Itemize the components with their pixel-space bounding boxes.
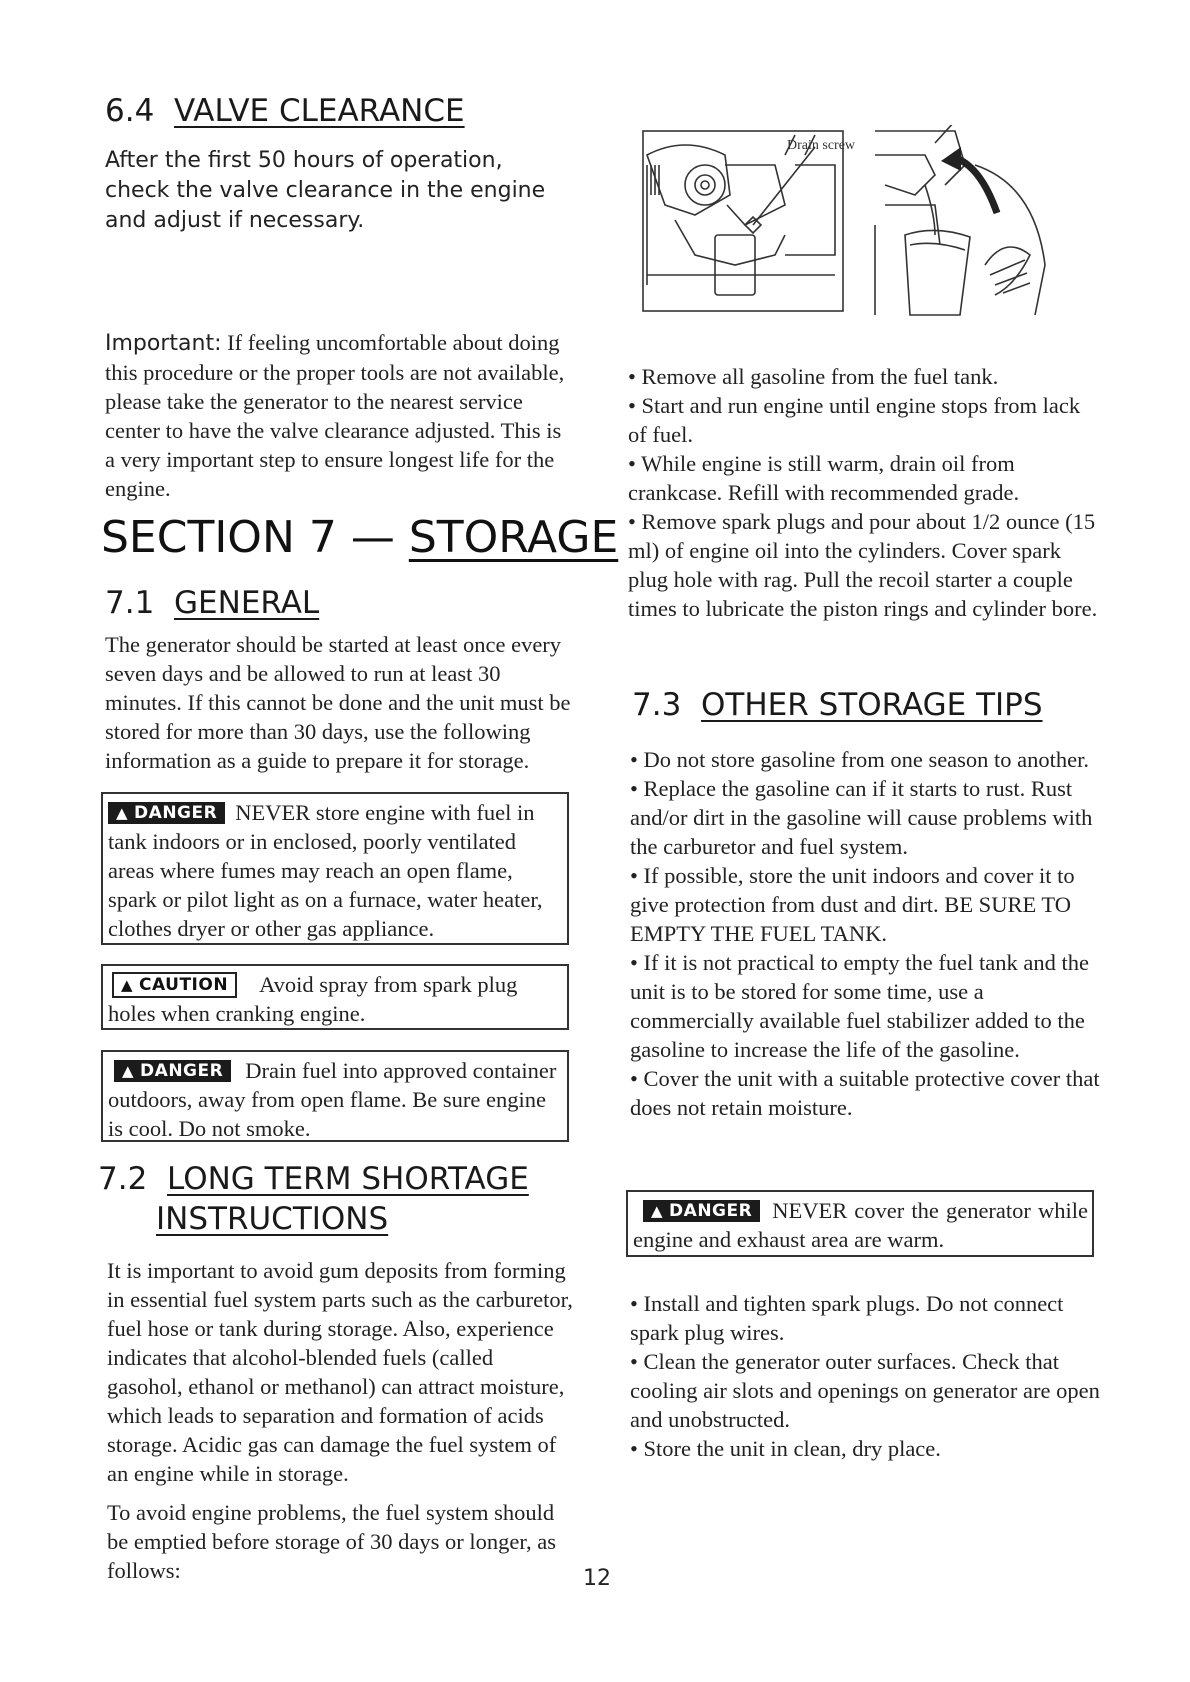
warning-text: NEVER cover the generator while engine and exhaust area are warm. [633, 1198, 1088, 1252]
drain-steps-list [628, 362, 1098, 623]
valve-clearance-text: After the first 50 hours of operation, check the valve clearance in the engine and adjust if necessary. [105, 148, 546, 233]
list-item: • Remove all gasoline from the fuel tank. [628, 364, 999, 389]
list-item: • If possible, store the unit indoors and cover it to give protection from dust and dirt. BE SURE TO EMPTY THE FUEL TANK. [630, 863, 1075, 946]
heading-6-4 [105, 93, 465, 129]
important-note [105, 328, 570, 503]
caution-warning-box [101, 964, 569, 1030]
warning-text: NEVER store engine with fuel in tank indoors or in enclosed, poorly ventilated areas where fumes may reach an open flame, spark or pilot light as on a furnace, water heater, clothes dryer or other gas appliance. [108, 800, 543, 941]
list-item: • If it is not practical to empty the fuel tank and the unit is to be stored for some time, use a commercially available fuel stabilizer added to the gasoline to increase the life of the gasoline. [630, 950, 1089, 1062]
warning-triangle-icon: ▲ [122, 1062, 135, 1080]
page-number: 12 [583, 1566, 611, 1591]
section-7-title [101, 512, 618, 563]
drain-screw-label: Drain screw [787, 138, 856, 153]
heading-title: GENERAL [174, 585, 320, 621]
important-text: If feeling uncomfortable about doing this procedure or the proper tools are not available, please take the generator to the nearest service center to have the valve clearance adjusted. This is a very important step to ensure longest life for the engine. [105, 330, 565, 501]
generator-drawing [643, 131, 843, 311]
danger-badge: ▲ DANGER [643, 1200, 760, 1222]
heading-title: VALVE CLEARANCE [174, 93, 465, 129]
heading-number: 6.4 [105, 93, 155, 129]
arrow-head-icon [941, 147, 961, 171]
storage-tips-list [630, 745, 1100, 1122]
heading-title: OTHER STORAGE TIPS [701, 687, 1043, 723]
warning-triangle-icon: ▲ [651, 1202, 664, 1220]
heading-number: 7.3 [632, 687, 682, 723]
danger-warning-box [626, 1190, 1094, 1257]
heading-number: 7.1 [105, 585, 155, 621]
important-label: Important: [105, 331, 222, 356]
list-item: • Do not store gasoline from one season to another. [630, 747, 1090, 772]
long-term-text-2: To avoid engine problems, the fuel system should be emptied before storage of 30 days or longer, as follows: [107, 1500, 556, 1583]
list-item: • Cover the unit with a suitable protective cover that does not retain moisture. [630, 1066, 1100, 1120]
warning-text: Drain fuel into approved container outdoors, away from open flame. Be sure engine is cool. Do not smoke. [108, 1058, 557, 1141]
heading-title-line2: INSTRUCTIONS [156, 1201, 389, 1237]
section-title: STORAGE [408, 512, 619, 563]
warning-text: Avoid spray from spark plug holes when cranking engine. [108, 972, 518, 1026]
list-item: • Start and run engine until engine stops from lack of fuel. [628, 393, 1081, 447]
caution-badge: ▲ CAUTION [112, 972, 237, 998]
long-term-text: It is important to avoid gum deposits from forming in essential fuel system parts such as the carburetor, fuel hose or tank during storage. Also, experience indicates that alcohol-blended fuels (called gasohol, ethanol or methanol) can attract moisture, which leads to separation and formation of acids storage. Acidic gas can damage the fuel system of an engine while in storage. [107, 1258, 573, 1486]
list-item: • Remove spark plugs and pour about 1/2 ounce (15 ml) of engine oil into the cylinders. Cover spark plug hole with rag. Pull the recoil starter a couple times to lubricate the piston rings and cylinder bore. [628, 509, 1098, 621]
danger-warning-box [101, 1050, 569, 1142]
heading-7-1 [105, 585, 319, 621]
heading-number: 7.2 [98, 1161, 148, 1197]
list-item: • Install and tighten spark plugs. Do not connect spark plug wires. [630, 1291, 1064, 1345]
drain-screw-illustration [635, 125, 1055, 325]
danger-badge: ▲ DANGER [108, 802, 225, 824]
heading-7-3 [632, 687, 1043, 723]
warning-triangle-icon: ▲ [116, 804, 129, 822]
list-item: • Replace the gasoline can if it starts to rust. Rust and/or dirt in the gasoline will cause problems with the carburetor and fuel system. [630, 776, 1093, 859]
heading-7-2 [98, 1161, 529, 1197]
warning-triangle-icon: ▲ [121, 976, 134, 994]
list-item: • Store the unit in clean, dry place. [630, 1436, 941, 1461]
danger-warning-box [101, 792, 569, 945]
heading-title-line1: LONG TERM SHORTAGE [167, 1161, 529, 1197]
final-steps-list [630, 1289, 1100, 1463]
danger-badge: ▲ DANGER [114, 1060, 231, 1082]
heading-7-2-line2 [156, 1201, 388, 1237]
list-item: • Clean the generator outer surfaces. Check that cooling air slots and openings on generator are open and unobstructed. [630, 1349, 1100, 1432]
general-text: The generator should be started at least once every seven days and be allowed to run at least 30 minutes. If this cannot be done and the unit must be stored for more than 30 days, use the following information as a guide to prepare it for storage. [105, 632, 571, 773]
list-item: • While engine is still warm, drain oil from crankcase. Refill with recommended grade. [628, 451, 1020, 505]
section-prefix: SECTION 7 — [101, 512, 409, 563]
